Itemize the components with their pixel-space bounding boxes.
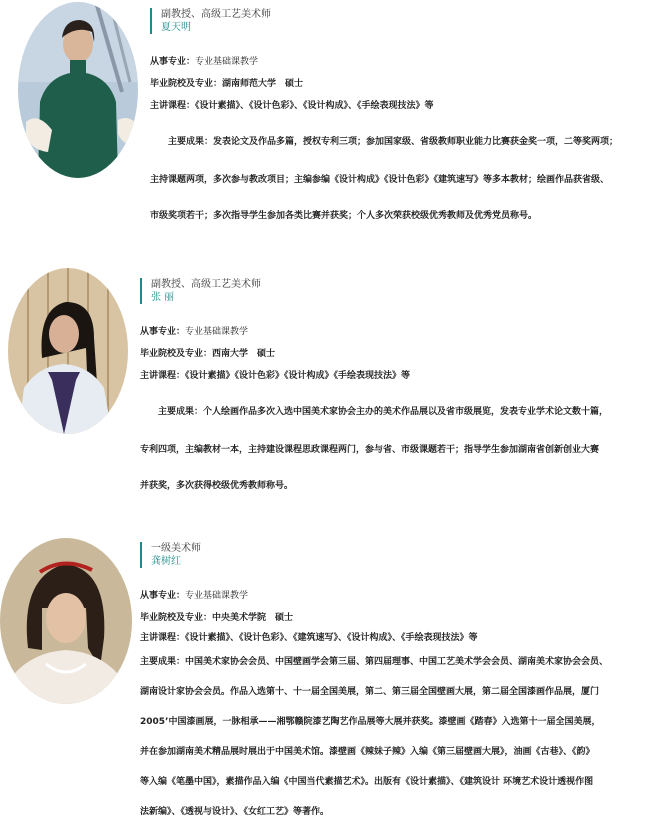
achievement-line: 法新编》、《透视与设计》、《女红工艺》等著作。 bbox=[140, 807, 330, 817]
teacher-profile-3 bbox=[0, 534, 666, 839]
major-label: 从事专业： bbox=[140, 327, 186, 337]
school-line bbox=[150, 78, 303, 90]
courses-value: 《设计素描》、《设计色彩》、《建筑速写》、《设计构成》、《手绘表现技法》等 bbox=[185, 633, 478, 643]
teacher-profile-1 bbox=[0, 0, 666, 240]
courses-value: 《设计素描》《设计色彩》《设计构成》《手绘表现技法》等 bbox=[185, 371, 411, 381]
teacher-header bbox=[140, 542, 201, 568]
teacher-rank: 一级美术师 bbox=[151, 543, 201, 554]
major-label: 从事专业： bbox=[150, 57, 196, 67]
teacher-header bbox=[150, 8, 271, 34]
courses-line bbox=[150, 100, 434, 112]
major-line bbox=[140, 326, 248, 338]
school-label: 毕业院校及专业： bbox=[140, 349, 213, 359]
courses-line bbox=[140, 632, 478, 644]
school-value: 西南大学 硕士 bbox=[212, 349, 276, 359]
major-value: 专业基础课教学 bbox=[195, 57, 259, 67]
teacher-rank: 副教授、高级工艺美术师 bbox=[151, 279, 261, 290]
teacher-name: 龚树红 bbox=[151, 556, 181, 567]
teacher-name: 张 丽 bbox=[151, 292, 175, 303]
major-value: 专业基础课教学 bbox=[185, 591, 249, 601]
teacher-profile-2 bbox=[0, 262, 666, 502]
achievement-line: 湖南设计家协会会员。作品入选第十、十一届全国美展，第二、第三届全国壁画大展，第二届全国漆画作品展，厦门 bbox=[140, 687, 600, 697]
major-label: 从事专业： bbox=[140, 591, 186, 601]
courses-value: 《设计素描》、《设计色彩》、《设计构成》、《手绘表现技法》等 bbox=[195, 101, 434, 111]
achievement-line: 专利四项，主编教材一本，主持建设课程思政课程两门，参与省、市级课题若干；指导学生参加湖南省创新创业大赛 bbox=[140, 445, 600, 455]
achievement-line: 市级奖项若干；多次指导学生参加各类比赛并获奖；个人多次荣获校级优秀教师及优秀党员称号。 bbox=[150, 211, 538, 221]
teacher-name: 夏天明 bbox=[161, 22, 191, 33]
school-line bbox=[140, 612, 293, 624]
achievement-line: 主要成果：中国美术家协会会员、中国壁画学会第三届、第四届理事、中国工艺美术学会会员、湖南美术家协会会员、 bbox=[140, 657, 609, 667]
teacher-photo bbox=[8, 268, 128, 434]
courses-label: 主讲课程： bbox=[150, 101, 196, 111]
teacher-photo bbox=[0, 538, 132, 704]
achievement-line: 主要成果：个人绘画作品多次入选中国美术家协会主办的美术作品展以及省市级展览，发表专业学术论文数十篇， bbox=[158, 407, 609, 417]
achievement-line: 主持课题两项，多次参与教改项目；主编参编《设计构成》《设计色彩》《建筑速写》等多本教材；绘画作品获省级、 bbox=[150, 175, 610, 185]
major-value: 专业基础课教学 bbox=[185, 327, 249, 337]
major-line bbox=[140, 590, 248, 602]
school-label: 毕业院校及专业： bbox=[150, 79, 223, 89]
courses-label: 主讲课程： bbox=[140, 371, 186, 381]
achievement-line: 主要成果：发表论文及作品多篇，授权专利三项；参加国家级、省级教师职业能力比赛获金奖一项，二等奖两项； bbox=[168, 137, 619, 147]
achievement-line: 并在参加湖南美术精品展时展出于中国美术馆。漆壁画《辣妹子辣》入编《第三届壁画大展》，油画《古巷》、《韵》 bbox=[140, 747, 595, 757]
major-line bbox=[150, 56, 258, 68]
teacher-header bbox=[140, 278, 261, 304]
achievement-line: 并获奖，多次获得校级优秀教师称号。 bbox=[140, 481, 294, 491]
teacher-rank: 副教授、高级工艺美术师 bbox=[161, 9, 271, 20]
school-line bbox=[140, 348, 275, 360]
teacher-photo bbox=[18, 2, 138, 178]
achievement-line: 等入编《笔墨中国》，素描作品入编《中国当代素描艺术》。出版有《设计素描》、《建筑设计 环境艺术设计透视作图 bbox=[140, 777, 594, 787]
achievement-line: 2005’中国漆画展，一脉相承——湘鄂赣院漆艺陶艺作品展等大展并获奖。漆壁画《踏春》入选第十一届全国美展， bbox=[140, 717, 601, 727]
school-value: 中央美术学院 硕士 bbox=[212, 613, 294, 623]
courses-label: 主讲课程： bbox=[140, 633, 186, 643]
courses-line bbox=[140, 370, 410, 382]
school-label: 毕业院校及专业： bbox=[140, 613, 213, 623]
school-value: 湖南师范大学 硕士 bbox=[222, 79, 304, 89]
